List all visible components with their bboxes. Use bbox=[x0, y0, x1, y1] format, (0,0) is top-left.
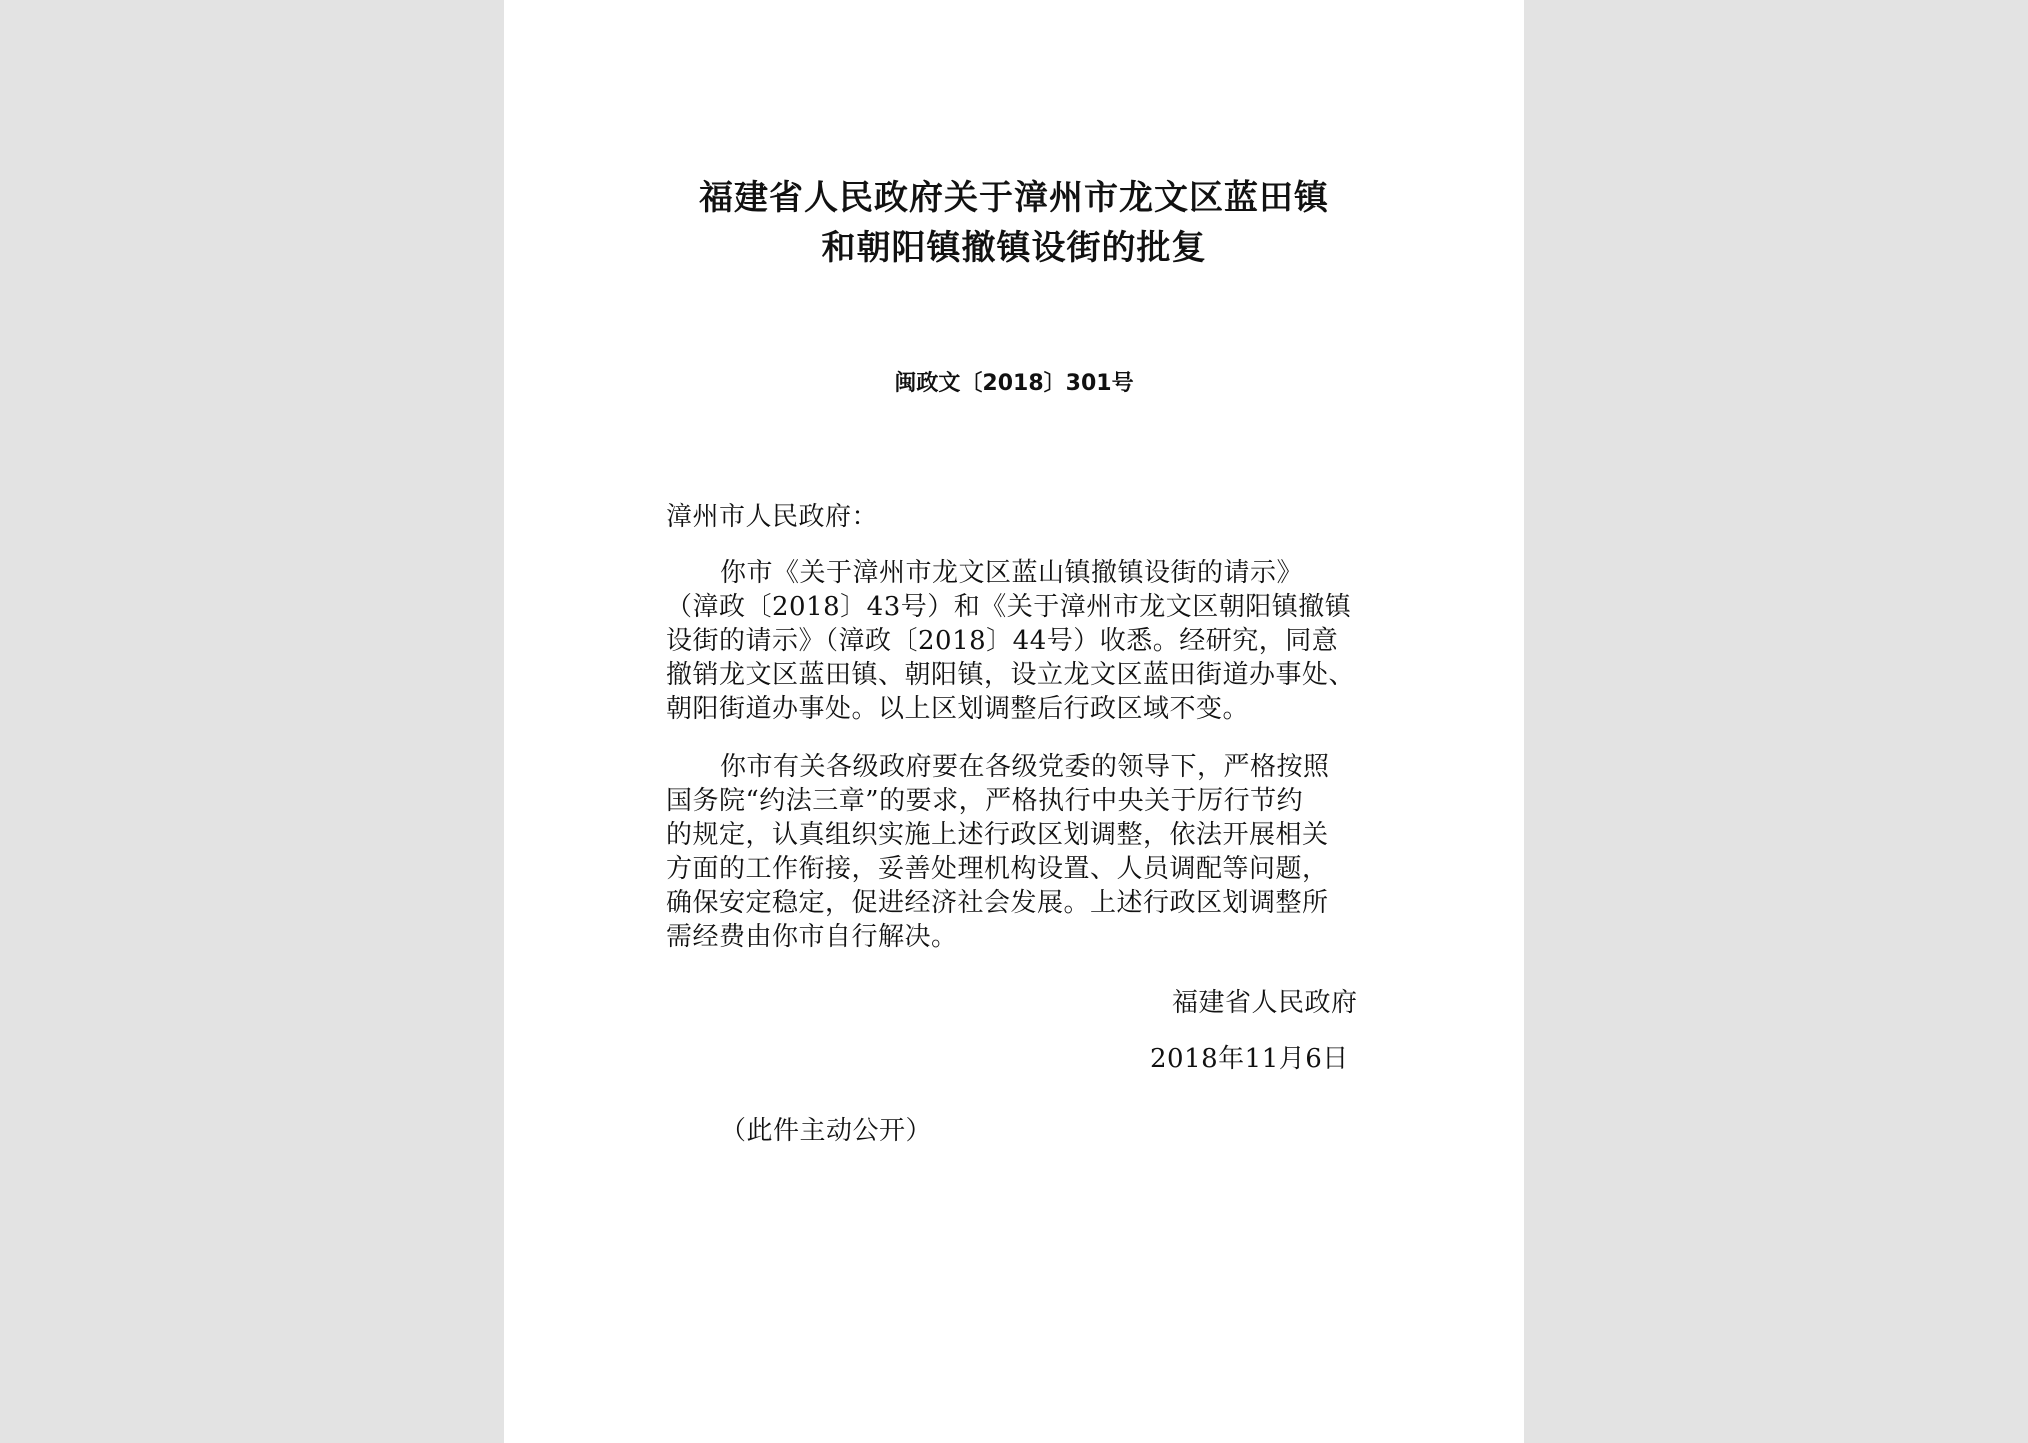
document-page bbox=[504, 0, 1524, 1443]
document-title-line-2: 和朝阳镇撤镇设街的批复 bbox=[821, 228, 1207, 268]
document-number: 闽政文〔2018〕301号 bbox=[894, 371, 1134, 396]
paragraph-1-line: 设街的请示》（漳政〔2018〕44号）收悉。经研究，同意 bbox=[666, 626, 1339, 656]
addressee: 漳州市人民政府： bbox=[666, 502, 879, 532]
paragraph-2-line: 国务院“约法三章”的要求，严格执行中央关于厉行节约 bbox=[666, 786, 1304, 816]
paragraph-2-line: 确保安定稳定，促进经济社会发展。上述行政区划调整所 bbox=[666, 888, 1329, 918]
paragraph-1-line: 你市《关于漳州市龙文区蓝山镇撤镇设街的请示》 bbox=[720, 558, 1304, 588]
paragraph-2-line: 方面的工作衔接，妥善处理机构设置、人员调配等问题， bbox=[666, 854, 1329, 884]
signer: 福建省人民政府 bbox=[1172, 988, 1358, 1018]
paragraph-1-line: （漳政〔2018〕43号）和《关于漳州市龙文区朝阳镇撤镇 bbox=[666, 592, 1352, 622]
paragraph-1-line: 撤销龙文区蓝田镇、朝阳镇，设立龙文区蓝田街道办事处、 bbox=[666, 660, 1356, 690]
paragraph-2-line: 你市有关各级政府要在各级党委的领导下，严格按照 bbox=[720, 752, 1330, 782]
paragraph-2-line: 的规定，认真组织实施上述行政区划调整，依法开展相关 bbox=[666, 820, 1329, 850]
sign-date: 2018年11月6日 bbox=[1150, 1044, 1349, 1074]
disclosure-note: （此件主动公开） bbox=[720, 1116, 933, 1146]
paragraph-2-line: 需经费由你市自行解决。 bbox=[666, 922, 958, 952]
paragraph-1-line: 朝阳街道办事处。以上区划调整后行政区域不变。 bbox=[666, 694, 1250, 724]
document-title-line-1: 福建省人民政府关于漳州市龙文区蓝田镇 bbox=[699, 178, 1329, 218]
